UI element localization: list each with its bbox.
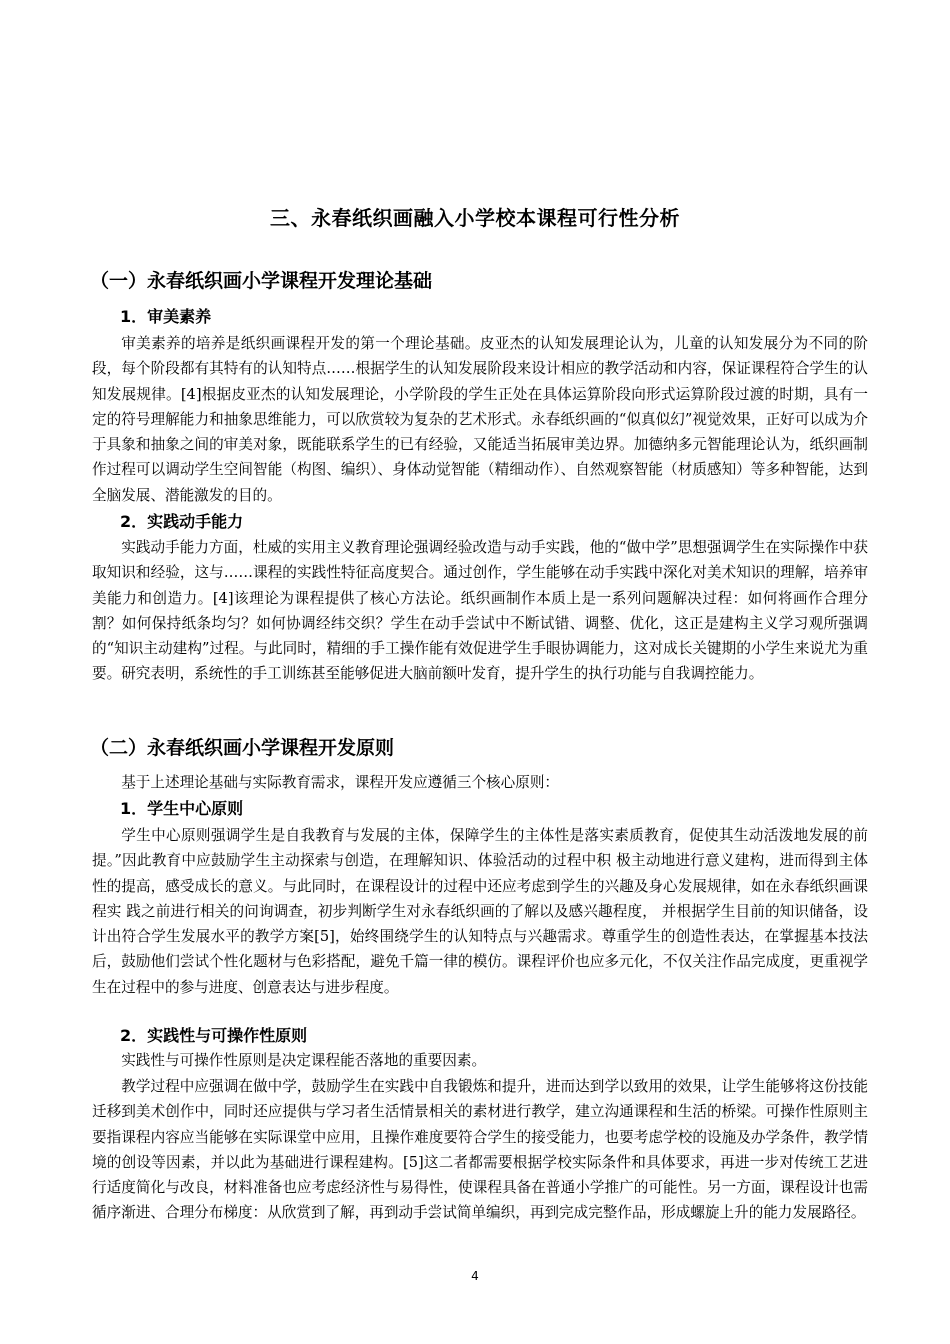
page-number: 4	[471, 1269, 479, 1283]
paragraph-aesthetic: 审美素养的培养是纸织画课程开发的第一个理论基础。皮亚杰的认知发展理论认为，儿童的认知发展分为不同的阶段，每个阶段都有其特有的认知特点……根据学生的认知发展阶段来设计相应的教学活动和内容，保证课程符合学生的认知发展规律。[4]根据皮亚杰的认知发展理论，小学阶段的学生正处在具体运算阶段向形式运算阶段过渡的时期，具有一定的符号理解能力和抽象思维能力，可以欣赏较为复杂的艺术形式。永春纸织画的“似真似幻”视觉效果，正好可以成为介于具象和抽象之间的审美对象，既能联系学生的已有经验，又能适当拓展审美边界。加德纳多元智能理论认为，纸织画制作过程可以调动学生空间智能（构图、编织）、身体动觉智能（精细动作）、自然观察智能（材质感知）等多种智能，达到全脑发展、潜能激发的目的。	[92, 335, 868, 504]
section-title-principles: （二）永春纸织画小学课程开发原则	[90, 737, 395, 759]
paragraph-operability: 教学过程中应强调在做中学，鼓励学生在实践中自我锻炼和提升，进而达到学以致用的效果，让学生能够将这份技能迁移到美术创作中，同时还应提供与学习者生活情景相关的素材进行教学，建立沟通课程和生活的桥梁。可操作性原则主要指课程内容应当能够在实际课堂中应用，且操作难度要符合学生的接受能力，也要考虑学校的设施及办学条件，教学情境的创设等因素，并以此为基础进行课程建构。[5]这二者都需要根据学校实际条件和具体要求，再进一步对传统工艺进行适度简化与改良，材料准备也应考虑经济性与易得性，使课程具备在普通小学推广的可能性。另一方面，课程设计也需循序渐进、合理分布梯度：从欣赏到了解，再到动手尝试简单编织，再到完成完整作品，形成螺旋上升的能力发展路径。	[92, 1078, 868, 1222]
chapter-title: 三、永春纸织画融入小学校本课程可行性分析	[270, 206, 680, 230]
subsection-title-aesthetic: 1．审美素养	[120, 307, 212, 326]
subsection-title-practice: 2．实践动手能力	[120, 512, 244, 531]
section-title-theory: （一）永春纸织画小学课程开发理论基础	[90, 270, 433, 292]
subsection-title-operability: 2．实践性与可操作性原则	[120, 1026, 308, 1045]
paragraph-operability-intro: 实践性与可操作性原则是决定课程能否落地的重要因素。	[121, 1052, 487, 1069]
subsection-title-student-centered: 1．学生中心原则	[120, 799, 244, 818]
paragraph-practice: 实践动手能力方面，杜威的实用主义教育理论强调经验改造与动手实践，他的“做中学”思想强调学生在实际操作中获取知识和经验，这与……课程的实践性特征高度契合。通过创作，学生能够在动手实践中深化对美术知识的理解，培养审美能力和创造力。[4]该理论为课程提供了核心方法论。纸织画制作本质上是一系列问题解决过程：如何将画作合理分割？如何保持纸条均匀？如何协调经纬交织？学生在动手尝试中不断试错、调整、优化，这正是建构主义学习观所强调的“知识主动建构”过程。与此同时，精细的手工操作能有效促进学生手眼协调能力，这对成长关键期的小学生来说尤为重要。研究表明，系统性的手工训练甚至能够促进大脑前额叶发育，提升学生的执行功能与自我调控能力。	[92, 539, 868, 683]
paragraph-principles-intro: 基于上述理论基础与实际教育需求，课程开发应遵循三个核心原则：	[121, 774, 560, 791]
paragraph-student-centered: 学生中心原则强调学生是自我教育与发展的主体，保障学生的主体性是落实素质教育，促使其生动活泼地发展的前提。”因此教育中应鼓励学生主动探索与创造，在理解知识、体验活动的过程中积 极主动地进行意义建构，进而得到主体性的提高，感受成长的意义。与此同时，在课程设计的过程中还应考虑到学生的兴趣及身心发展规律，如在永春纸织画课程实 践之前进行相关的问询调查，初步判断学生对永春纸织画的了解以及感兴趣程度， 并根据学生目前的知识储备，设计出符合学生发展水平的教学方案[5]，始终围绕学生的认知特点与兴趣需求。尊重学生的创造性表达，在掌握基本技法后，鼓励他们尝试个性化题材与色彩搭配，避免千篇一律的模仿。课程评价也应多元化，不仅关注作品完成度，更重视学生在过程中的参与进度、创意表达与进步程度。	[92, 827, 868, 996]
